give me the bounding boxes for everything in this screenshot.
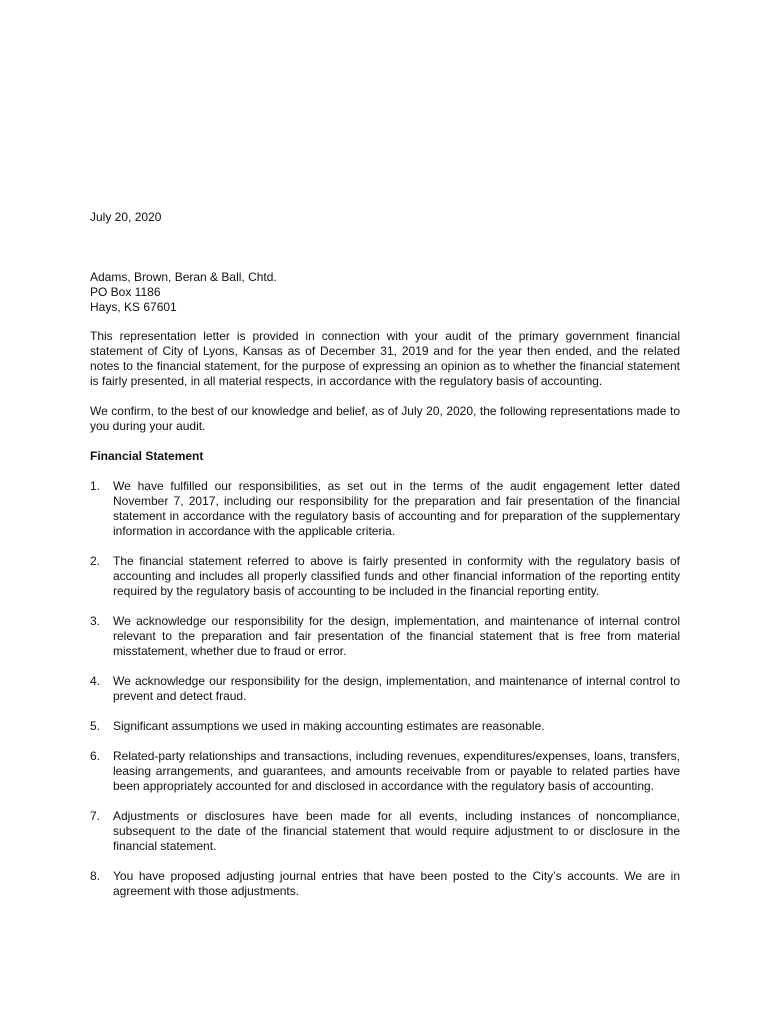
item-text: Related-party relationships and transactions, including revenues, expenditures/expenses, loans, transfers, leasing arrangements, and guarantees, and amounts receivable from or payable to related parties have been appropriately accounted for and disclosed in accordance with the regulatory basis of accounting.: [113, 749, 680, 793]
recipient-name: Adams, Brown, Beran & Ball, Chtd.: [90, 270, 277, 284]
list-item: [90, 719, 680, 734]
item-text: Adjustments or disclosures have been made for all events, including instances of noncompliance, subsequent to the date of the financial statement that would require adjustment to or disclosure in the financial statement.: [113, 809, 680, 853]
item-number: 4.: [90, 674, 101, 688]
item-text: We acknowledge our responsibility for the design, implementation, and maintenance of internal control to prevent and detect fraud.: [113, 674, 680, 703]
item-text: Significant assumptions we used in making accounting estimates are reasonable.: [113, 719, 545, 733]
item-number: 7.: [90, 809, 101, 823]
letter-date: July 20, 2020: [90, 210, 162, 224]
item-number: 6.: [90, 749, 101, 763]
item-text: We acknowledge our responsibility for the design, implementation, and maintenance of internal control relevant to the preparation and fair presentation of the financial statement that is free from material misstatement, whether due to fraud or error.: [113, 614, 680, 658]
item-number: 3.: [90, 614, 101, 628]
item-number: 8.: [90, 869, 101, 883]
item-number: 1.: [90, 479, 101, 493]
recipient-address-line2: Hays, KS 67601: [90, 300, 177, 314]
list-item: [90, 749, 680, 794]
list-item: [90, 869, 680, 899]
item-number: 5.: [90, 719, 101, 733]
intro-paragraph: This representation letter is provided in connection with your audit of the primary government financial statement of City of Lyons, Kansas as of December 31, 2019 and for the year then ended, and the related notes to the financial statement, for the purpose of expressing an opinion as to whether the financial statement is fairly presented, in all material respects, in accordance with the regulatory basis of accounting.: [90, 329, 680, 388]
item-text: We have fulfilled our responsibilities, as set out in the terms of the audit engagement letter dated November 7, 2017, including our responsibility for the preparation and fair presentation of the financial statement in accordance with the regulatory basis of accounting and for preparation of the supplementary information in accordance with the applicable criteria.: [113, 479, 680, 538]
representations-list: [90, 479, 680, 899]
recipient-address-line1: PO Box 1186: [90, 285, 161, 299]
list-item: [90, 674, 680, 704]
item-number: 2.: [90, 554, 101, 568]
list-item: [90, 809, 680, 854]
list-item: [90, 554, 680, 599]
letter-body: [90, 329, 680, 914]
confirm-paragraph: We confirm, to the best of our knowledge and belief, as of July 20, 2020, the following representations made to you during your audit.: [90, 404, 680, 433]
recipient-address: [90, 270, 277, 315]
list-item: [90, 479, 680, 539]
section-heading: Financial Statement: [90, 449, 204, 463]
item-text: The financial statement referred to above is fairly presented in conformity with the regulatory basis of accounting and includes all properly classified funds and other financial information of the reporting entity required by the regulatory basis of accounting to be included in the financial reporting entity.: [113, 554, 680, 598]
item-text: You have proposed adjusting journal entries that have been posted to the City’s accounts. We are in agreement with those adjustments.: [113, 869, 680, 898]
list-item: [90, 614, 680, 659]
